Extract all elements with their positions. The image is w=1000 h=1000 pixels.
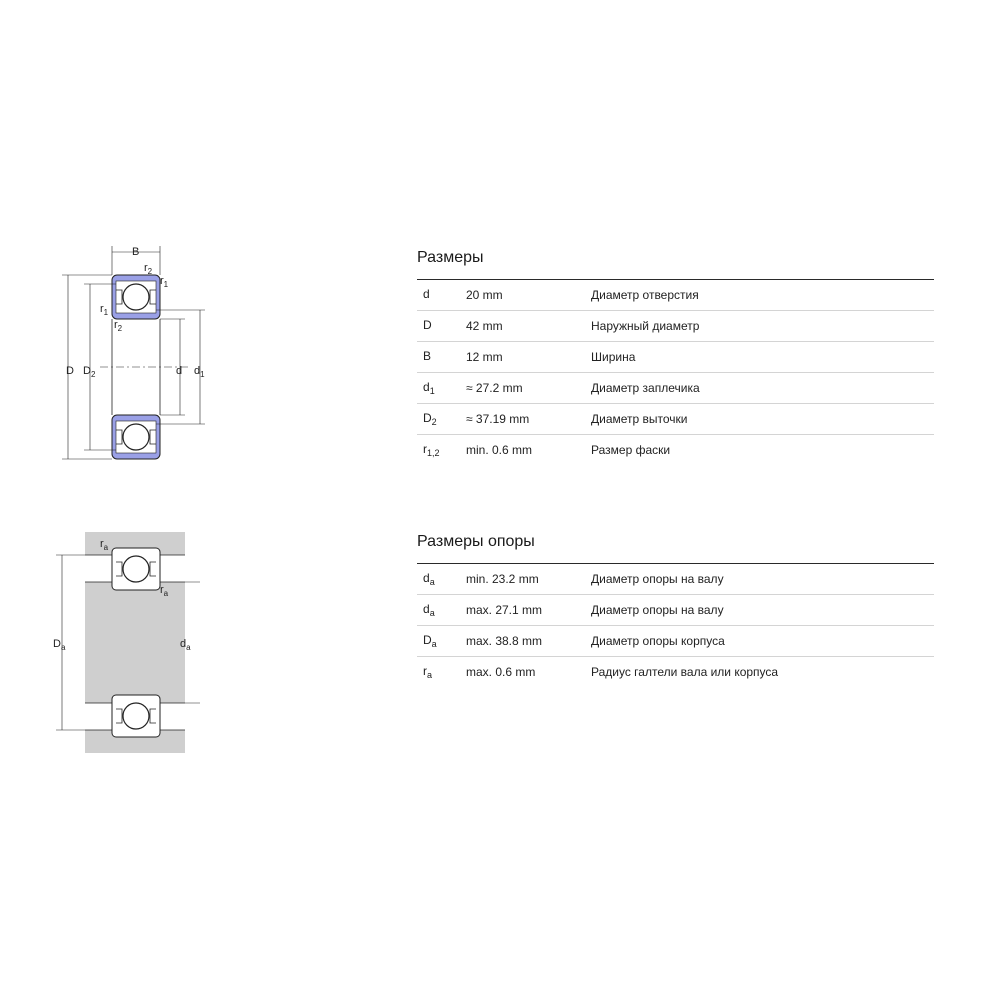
description-cell: Размер фаски xyxy=(591,443,671,457)
symbol-cell: $d_a$ xyxy=(423,571,435,587)
label-D2: $D_2$ xyxy=(83,365,96,379)
abutment-table xyxy=(417,563,934,687)
table-row xyxy=(417,564,934,595)
symbol-cell: d xyxy=(423,287,430,301)
symbol-cell: $D_a$ xyxy=(423,633,437,649)
description-cell: Диаметр опоры на валу xyxy=(591,572,724,586)
label-d: d xyxy=(176,365,183,377)
value-cell: ≈ 27.2 mm xyxy=(466,381,523,395)
label-r1-left: $r_1$ xyxy=(100,303,109,317)
value-cell: 42 mm xyxy=(466,319,503,333)
description-cell: Диаметр отверстия xyxy=(591,288,699,302)
value-cell: ≈ 37.19 mm xyxy=(466,412,530,426)
value-cell: max. 27.1 mm xyxy=(466,603,543,617)
description-cell: Диаметр заплечика xyxy=(591,381,700,395)
dimensions-title: Размеры xyxy=(417,249,484,266)
label-r2-top: $r_2$ xyxy=(144,262,153,276)
symbol-cell: $d_1$ xyxy=(423,380,435,396)
abutment-diagram xyxy=(40,525,200,765)
description-cell: Диаметр выточки xyxy=(591,412,688,426)
label-Da: $D_a$ xyxy=(53,638,66,652)
table-row xyxy=(417,311,934,342)
symbol-cell: B xyxy=(423,349,432,363)
label-r1-right: $r_1$ xyxy=(160,275,169,289)
symbol-cell: $r_a$ xyxy=(423,664,433,680)
abutment-section xyxy=(417,531,934,687)
value-cell: min. 23.2 mm xyxy=(466,572,539,586)
bearing-cross-section-drawing xyxy=(40,240,240,480)
description-cell: Наружный диаметр xyxy=(591,319,700,333)
table-row xyxy=(417,657,934,687)
label-r2-mid: $r_2$ xyxy=(114,319,123,333)
abutment-title: Размеры опоры xyxy=(417,533,535,550)
description-cell: Ширина xyxy=(591,350,636,364)
dimensions-section xyxy=(417,247,934,465)
description-cell: Диаметр опоры корпуса xyxy=(591,634,725,648)
label-B: B xyxy=(132,246,140,258)
bearing-dimensions-diagram xyxy=(40,240,240,480)
symbol-cell: $D_2$ xyxy=(423,411,437,427)
table-row xyxy=(417,280,934,311)
table-row xyxy=(417,435,934,465)
value-cell: max. 38.8 mm xyxy=(466,634,543,648)
ball-top xyxy=(123,284,149,310)
table-row xyxy=(417,373,934,404)
table-row xyxy=(417,595,934,626)
table-row xyxy=(417,404,934,435)
ball-bottom xyxy=(123,424,149,450)
symbol-cell: $r_{1,2}$ xyxy=(423,442,440,458)
abutment-cross-section-drawing xyxy=(40,525,200,765)
value-cell: min. 0.6 mm xyxy=(466,443,533,457)
value-cell: max. 0.6 mm xyxy=(466,665,536,679)
value-cell: 20 mm xyxy=(466,288,503,302)
shaft xyxy=(85,582,185,703)
table-row xyxy=(417,342,934,373)
dimensions-table xyxy=(417,279,934,465)
symbol-cell: D xyxy=(423,318,432,332)
label-ra-mid: $r_a$ xyxy=(160,584,169,598)
label-da: $d_a$ xyxy=(180,638,191,652)
description-cell: Диаметр опоры на валу xyxy=(591,603,724,617)
symbol-cell: $d_a$ xyxy=(423,602,435,618)
description-cell: Радиус галтели вала или корпуса xyxy=(591,665,779,679)
value-cell: 12 mm xyxy=(466,350,503,364)
label-d1: $d_1$ xyxy=(194,365,205,379)
label-ra-top: $r_a$ xyxy=(100,538,109,552)
label-D: D xyxy=(66,365,74,377)
table-row xyxy=(417,626,934,657)
